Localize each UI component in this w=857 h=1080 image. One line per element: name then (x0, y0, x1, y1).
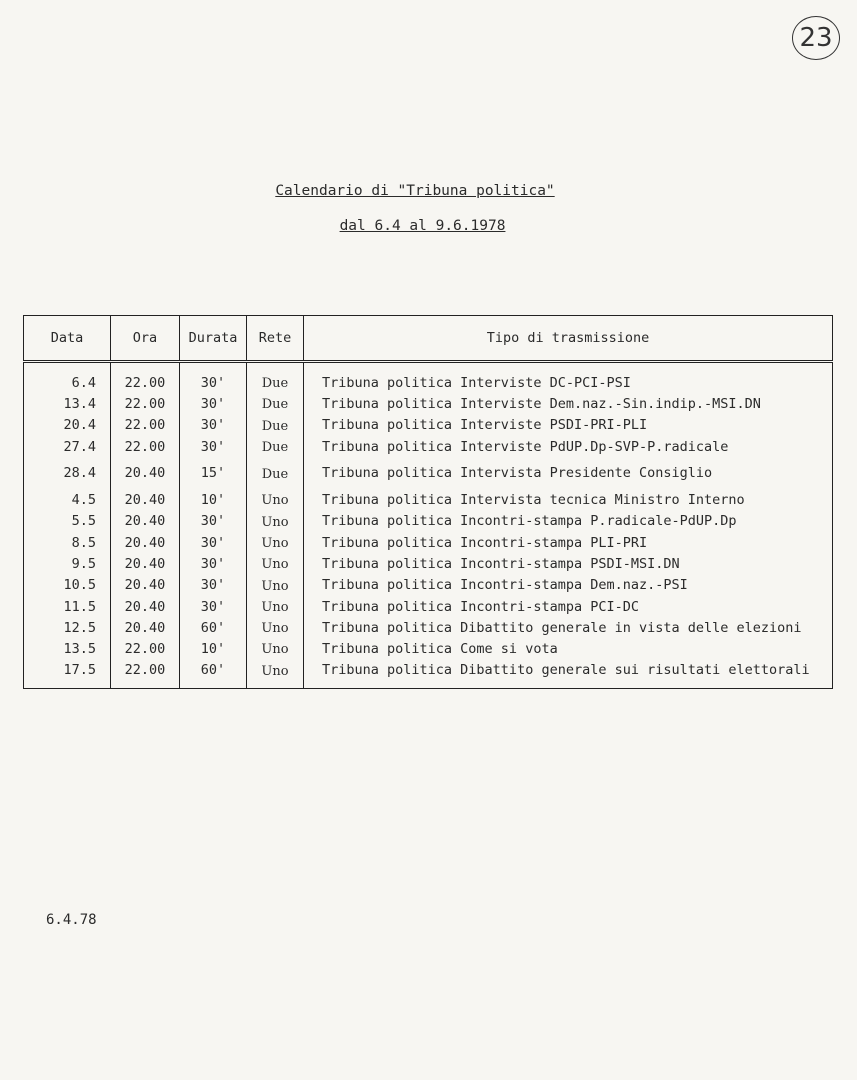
cell-durata: 30' (180, 575, 247, 596)
cell-data: 17.5 (24, 661, 111, 689)
cell-ora: 22.00 (111, 394, 180, 415)
cell-tipo: Tribuna politica Interviste DC-PCI-PSI (304, 373, 833, 394)
cell-durata: 30' (180, 437, 247, 458)
document-subtitle: dal 6.4 al 9.6.1978 (339, 218, 506, 234)
table-row (24, 554, 833, 575)
cell-tipo: Tribuna politica Incontri-stampa Dem.naz.-PSI (304, 575, 833, 596)
cell-durata: 30' (180, 416, 247, 437)
cell-durata: 10' (180, 490, 247, 511)
cell-rete: Uno (247, 597, 304, 618)
cell-tipo: Tribuna politica Interviste PdUP.Dp-SVP-P.radicale (304, 437, 833, 458)
cell-tipo: Tribuna politica Come si vota (304, 639, 833, 660)
table-row (24, 394, 833, 415)
cell-ora: 22.00 (111, 373, 180, 394)
cell-durata: 60' (180, 618, 247, 639)
cell-durata: 30' (180, 597, 247, 618)
cell-rete: Due (247, 394, 304, 415)
cell-tipo: Tribuna politica Interviste Dem.naz.-Sin.indip.-MSI.DN (304, 394, 833, 415)
table-row (24, 639, 833, 660)
cell-ora: 20.40 (111, 554, 180, 575)
cell-tipo: Tribuna politica Incontri-stampa PLI-PRI (304, 533, 833, 554)
cell-tipo: Tribuna politica Intervista Presidente Consiglio (304, 458, 833, 490)
cell-durata: 30' (180, 511, 247, 532)
cell-tipo: Tribuna politica Incontri-stampa PSDI-MSI.DN (304, 554, 833, 575)
table-row (24, 618, 833, 639)
table-row (24, 458, 833, 490)
cell-ora: 20.40 (111, 490, 180, 511)
header-durata: Durata (180, 316, 247, 362)
table-row (24, 597, 833, 618)
footer-date: 6.4.78 (46, 912, 97, 928)
cell-rete: Uno (247, 533, 304, 554)
cell-rete: Due (247, 416, 304, 437)
cell-rete: Uno (247, 639, 304, 660)
table-row (24, 511, 833, 532)
table-row (24, 575, 833, 596)
cell-rete: Due (247, 373, 304, 394)
cell-data: 4.5 (24, 490, 111, 511)
cell-rete: Uno (247, 575, 304, 596)
cell-ora: 20.40 (111, 597, 180, 618)
cell-data: 8.5 (24, 533, 111, 554)
cell-durata: 30' (180, 373, 247, 394)
cell-rete: Uno (247, 661, 304, 689)
table-row (24, 490, 833, 511)
cell-ora: 22.00 (111, 639, 180, 660)
cell-data: 10.5 (24, 575, 111, 596)
cell-data: 27.4 (24, 437, 111, 458)
cell-durata: 30' (180, 533, 247, 554)
cell-tipo: Tribuna politica Interviste PSDI-PRI-PLI (304, 416, 833, 437)
header-tipo: Tipo di trasmissione (304, 316, 833, 362)
cell-data: 11.5 (24, 597, 111, 618)
header-rete: Rete (247, 316, 304, 362)
cell-tipo: Tribuna politica Intervista tecnica Ministro Interno (304, 490, 833, 511)
cell-durata: 15' (180, 458, 247, 490)
header-data: Data (24, 316, 111, 362)
cell-durata: 30' (180, 554, 247, 575)
cell-tipo: Tribuna politica Dibattito generale in vista delle elezioni (304, 618, 833, 639)
cell-ora: 22.00 (111, 416, 180, 437)
cell-ora: 20.40 (111, 511, 180, 532)
document-title: Calendario di "Tribuna politica" (275, 183, 555, 199)
table-row (24, 661, 833, 689)
cell-durata: 60' (180, 661, 247, 689)
cell-ora: 22.00 (111, 661, 180, 689)
header-ora: Ora (111, 316, 180, 362)
cell-ora: 22.00 (111, 437, 180, 458)
cell-ora: 20.40 (111, 575, 180, 596)
table-row (24, 437, 833, 458)
cell-rete: Uno (247, 618, 304, 639)
cell-rete: Due (247, 437, 304, 458)
cell-tipo: Tribuna politica Incontri-stampa PCI-DC (304, 597, 833, 618)
cell-rete: Due (247, 458, 304, 490)
table-header-row (24, 316, 833, 362)
page-number: 23 (792, 16, 840, 60)
cell-data: 12.5 (24, 618, 111, 639)
cell-ora: 20.40 (111, 458, 180, 490)
schedule-table (23, 315, 833, 689)
cell-data: 13.5 (24, 639, 111, 660)
table-body (24, 362, 833, 689)
cell-data: 20.4 (24, 416, 111, 437)
table-row (24, 416, 833, 437)
cell-data: 9.5 (24, 554, 111, 575)
table-row (24, 533, 833, 554)
cell-rete: Uno (247, 554, 304, 575)
cell-tipo: Tribuna politica Incontri-stampa P.radicale-PdUP.Dp (304, 511, 833, 532)
cell-data: 5.5 (24, 511, 111, 532)
cell-data: 13.4 (24, 394, 111, 415)
cell-durata: 30' (180, 394, 247, 415)
cell-rete: Uno (247, 511, 304, 532)
cell-data: 28.4 (24, 458, 111, 490)
cell-durata: 10' (180, 639, 247, 660)
cell-data: 6.4 (24, 373, 111, 394)
cell-ora: 20.40 (111, 533, 180, 554)
cell-ora: 20.40 (111, 618, 180, 639)
cell-tipo: Tribuna politica Dibattito generale sui risultati elettorali (304, 661, 833, 689)
cell-rete: Uno (247, 490, 304, 511)
table-row (24, 373, 833, 394)
